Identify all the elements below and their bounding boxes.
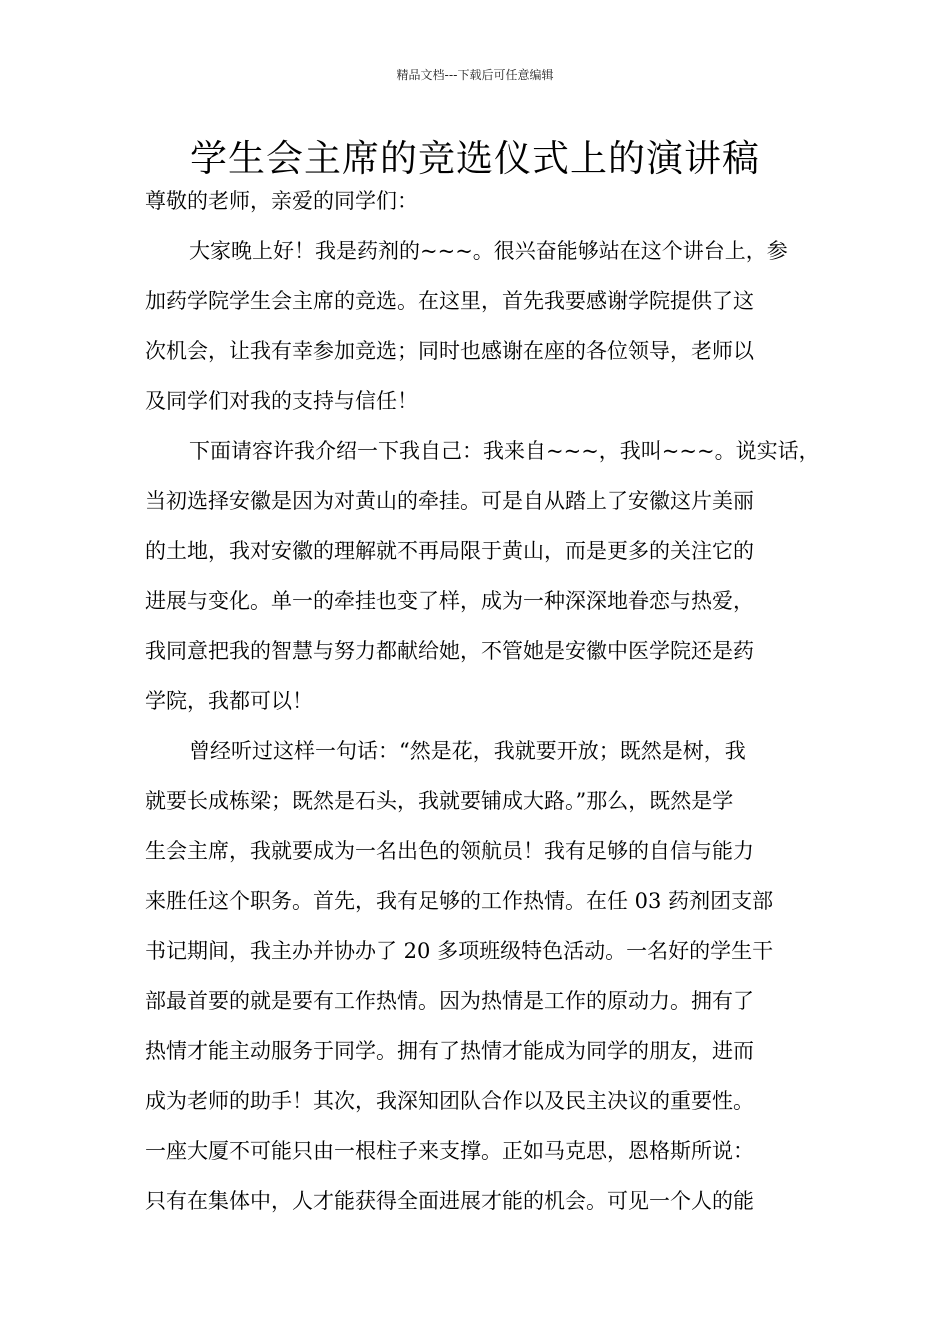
text-line: 次机会，让我有幸参加竞选；同时也感谢在座的各位领导，老师以	[145, 339, 754, 363]
text-line: 当初选择安徽是因为对黄山的牵挂。可是自从踏上了安徽这片美丽	[145, 489, 754, 513]
document-body	[145, 182, 820, 1232]
text-line: 只有在集体中，人才能获得全面进展才能的机会。可见一个人的能	[145, 1189, 754, 1213]
document-title: 学生会主席的竞选仪式上的演讲稿	[190, 137, 760, 180]
text-line: 书记期间，我主办并协办了 20 多项班级特色活动。一名好的学生干	[145, 939, 774, 963]
text-line: 下面请容许我介绍一下我自己：我来自~~~，我叫~~~。说实话，	[189, 439, 820, 463]
text-line: 尊敬的老师，亲爱的同学们：	[145, 189, 418, 213]
text-line: 我同意把我的智慧与努力都献给她，不管她是安徽中医学院还是药	[145, 639, 754, 663]
text-line: 热情才能主动服务于同学。拥有了热情才能成为同学的朋友，进而	[145, 1039, 754, 1063]
text-line: 的土地，我对安徽的理解就不再局限于黄山，而是更多的关注它的	[145, 539, 754, 563]
text-line: 一座大厦不可能只由一根柱子来支撑。正如马克思，恩格斯所说：	[145, 1139, 754, 1163]
text-line: 就要长成栋梁；既然是石头，我就要铺成大路。”那么，既然是学	[145, 789, 734, 813]
text-line: 生会主席，我就要成为一名出色的领航员！我有足够的自信与能力	[145, 839, 754, 863]
text-line: 加药学院学生会主席的竞选。在这里，首先我要感谢学院提供了这	[145, 289, 754, 313]
text-line: 学院，我都可以！	[145, 689, 313, 713]
text-line: 及同学们对我的支持与信任！	[145, 389, 418, 413]
text-line: 来胜任这个职务。首先，我有足够的工作热情。在任 03 药剂团支部	[145, 889, 774, 913]
text-line: 曾经听过这样一句话：“然是花，我就要开放；既然是树，我	[189, 739, 746, 763]
header-note: 精品文档---下载后可任意编辑	[396, 68, 554, 82]
text-line: 大家晚上好！我是药剂的~~~。很兴奋能够站在这个讲台上，参	[189, 239, 788, 263]
text-line: 成为老师的助手！其次，我深知团队合作以及民主决议的重要性。	[145, 1089, 754, 1113]
text-line: 部最首要的就是要有工作热情。因为热情是工作的原动力。拥有了	[145, 989, 754, 1013]
text-line: 进展与变化。单一的牵挂也变了样，成为一种深深地眷恋与热爱，	[145, 589, 754, 613]
